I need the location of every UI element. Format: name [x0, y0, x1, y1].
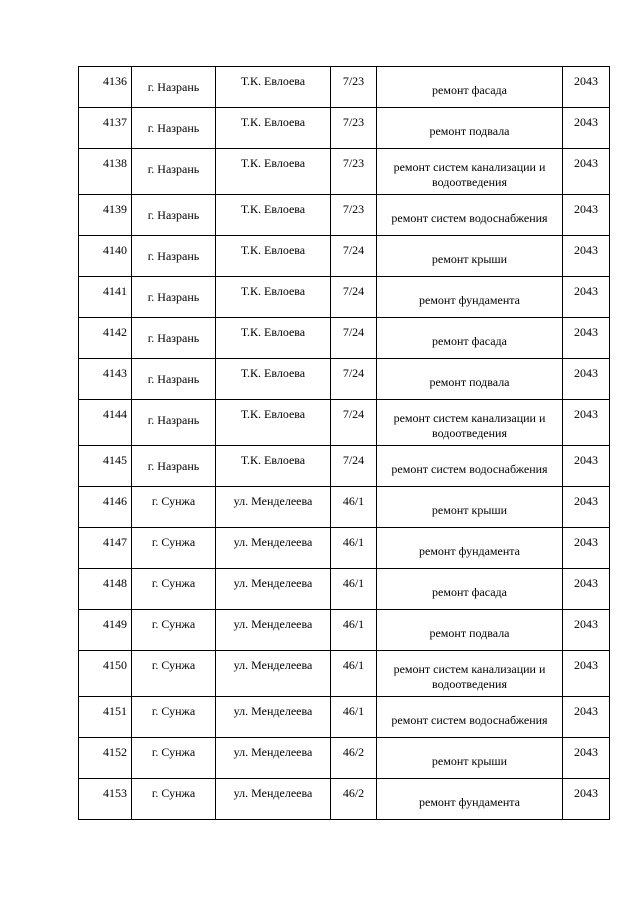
cell-number: 4137 — [79, 108, 132, 149]
table-row — [79, 359, 610, 400]
cell-city: г. Сунжа — [132, 569, 216, 610]
cell-house: 46/1 — [331, 528, 377, 569]
cell-street: ул. Менделеева — [216, 610, 331, 651]
cell-street: Т.К. Евлоева — [216, 277, 331, 318]
cell-year: 2043 — [563, 738, 610, 779]
cell-number: 4148 — [79, 569, 132, 610]
cell-year: 2043 — [563, 528, 610, 569]
cell-work-type: ремонт фундамента — [377, 528, 563, 569]
cell-work-type: ремонт фундамента — [377, 277, 563, 318]
cell-number: 4139 — [79, 195, 132, 236]
cell-city: г. Назрань — [132, 195, 216, 236]
table-row — [79, 236, 610, 277]
cell-number: 4145 — [79, 446, 132, 487]
cell-house: 7/24 — [331, 446, 377, 487]
table-row — [79, 487, 610, 528]
cell-year: 2043 — [563, 697, 610, 738]
cell-city: г. Сунжа — [132, 779, 216, 820]
cell-work-type: ремонт систем канализации и водоотведения — [377, 651, 563, 697]
cell-work-type: ремонт подвала — [377, 610, 563, 651]
cell-year: 2043 — [563, 318, 610, 359]
table-row — [79, 67, 610, 108]
cell-city: г. Назрань — [132, 277, 216, 318]
cell-work-type: ремонт систем канализации и водоотведения — [377, 149, 563, 195]
cell-number: 4149 — [79, 610, 132, 651]
cell-house: 7/24 — [331, 359, 377, 400]
table-row — [79, 195, 610, 236]
cell-work-type: ремонт крыши — [377, 738, 563, 779]
cell-house: 46/1 — [331, 697, 377, 738]
cell-street: ул. Менделеева — [216, 697, 331, 738]
cell-year: 2043 — [563, 149, 610, 195]
cell-number: 4141 — [79, 277, 132, 318]
cell-year: 2043 — [563, 359, 610, 400]
table-body — [79, 67, 610, 820]
cell-number: 4151 — [79, 697, 132, 738]
cell-house: 7/23 — [331, 108, 377, 149]
cell-street: ул. Менделеева — [216, 651, 331, 697]
cell-house: 7/24 — [331, 400, 377, 446]
cell-street: ул. Менделеева — [216, 487, 331, 528]
cell-street: Т.К. Евлоева — [216, 195, 331, 236]
cell-house: 46/2 — [331, 779, 377, 820]
cell-number: 4136 — [79, 67, 132, 108]
cell-street: Т.К. Евлоева — [216, 400, 331, 446]
cell-city: г. Сунжа — [132, 487, 216, 528]
cell-year: 2043 — [563, 651, 610, 697]
table-row — [79, 651, 610, 697]
cell-year: 2043 — [563, 108, 610, 149]
table-row — [79, 610, 610, 651]
cell-house: 7/23 — [331, 149, 377, 195]
cell-number: 4138 — [79, 149, 132, 195]
cell-house: 7/24 — [331, 318, 377, 359]
cell-number: 4152 — [79, 738, 132, 779]
cell-house: 46/2 — [331, 738, 377, 779]
table-row — [79, 400, 610, 446]
cell-number: 4146 — [79, 487, 132, 528]
cell-city: г. Сунжа — [132, 738, 216, 779]
table-row — [79, 149, 610, 195]
cell-city: г. Назрань — [132, 318, 216, 359]
table-row — [79, 446, 610, 487]
cell-year: 2043 — [563, 67, 610, 108]
cell-number: 4143 — [79, 359, 132, 400]
cell-number: 4140 — [79, 236, 132, 277]
cell-street: ул. Менделеева — [216, 569, 331, 610]
cell-year: 2043 — [563, 277, 610, 318]
cell-city: г. Назрань — [132, 67, 216, 108]
cell-house: 7/24 — [331, 277, 377, 318]
cell-year: 2043 — [563, 195, 610, 236]
cell-house: 46/1 — [331, 651, 377, 697]
cell-city: г. Сунжа — [132, 651, 216, 697]
cell-year: 2043 — [563, 487, 610, 528]
cell-house: 7/23 — [331, 67, 377, 108]
table-row — [79, 108, 610, 149]
cell-city: г. Назрань — [132, 400, 216, 446]
cell-work-type: ремонт крыши — [377, 236, 563, 277]
cell-year: 2043 — [563, 569, 610, 610]
cell-street: Т.К. Евлоева — [216, 108, 331, 149]
cell-street: Т.К. Евлоева — [216, 446, 331, 487]
cell-year: 2043 — [563, 400, 610, 446]
cell-work-type: ремонт систем водоснабжения — [377, 446, 563, 487]
cell-number: 4147 — [79, 528, 132, 569]
cell-street: ул. Менделеева — [216, 528, 331, 569]
table-row — [79, 697, 610, 738]
cell-house: 7/24 — [331, 236, 377, 277]
cell-year: 2043 — [563, 610, 610, 651]
cell-year: 2043 — [563, 236, 610, 277]
table-row — [79, 738, 610, 779]
cell-city: г. Сунжа — [132, 610, 216, 651]
cell-work-type: ремонт фасада — [377, 67, 563, 108]
table-row — [79, 779, 610, 820]
cell-street: Т.К. Евлоева — [216, 359, 331, 400]
cell-number: 4142 — [79, 318, 132, 359]
cell-street: Т.К. Евлоева — [216, 236, 331, 277]
cell-number: 4153 — [79, 779, 132, 820]
table-row — [79, 318, 610, 359]
cell-street: ул. Менделеева — [216, 779, 331, 820]
cell-number: 4150 — [79, 651, 132, 697]
cell-city: г. Назрань — [132, 149, 216, 195]
cell-city: г. Сунжа — [132, 697, 216, 738]
cell-year: 2043 — [563, 779, 610, 820]
cell-city: г. Сунжа — [132, 528, 216, 569]
table-row — [79, 528, 610, 569]
cell-city: г. Назрань — [132, 446, 216, 487]
cell-work-type: ремонт фасада — [377, 569, 563, 610]
cell-street: Т.К. Евлоева — [216, 67, 331, 108]
cell-house: 46/1 — [331, 569, 377, 610]
cell-work-type: ремонт крыши — [377, 487, 563, 528]
cell-year: 2043 — [563, 446, 610, 487]
cell-house: 46/1 — [331, 610, 377, 651]
cell-house: 7/23 — [331, 195, 377, 236]
cell-street: Т.К. Евлоева — [216, 149, 331, 195]
table-row — [79, 277, 610, 318]
table-row — [79, 569, 610, 610]
cell-work-type: ремонт подвала — [377, 108, 563, 149]
repair-schedule-table — [78, 66, 610, 820]
cell-work-type: ремонт подвала — [377, 359, 563, 400]
cell-city: г. Назрань — [132, 359, 216, 400]
cell-work-type: ремонт фундамента — [377, 779, 563, 820]
cell-number: 4144 — [79, 400, 132, 446]
cell-work-type: ремонт систем водоснабжения — [377, 697, 563, 738]
cell-work-type: ремонт фасада — [377, 318, 563, 359]
cell-street: ул. Менделеева — [216, 738, 331, 779]
cell-house: 46/1 — [331, 487, 377, 528]
cell-street: Т.К. Евлоева — [216, 318, 331, 359]
cell-work-type: ремонт систем водоснабжения — [377, 195, 563, 236]
cell-city: г. Назрань — [132, 236, 216, 277]
cell-city: г. Назрань — [132, 108, 216, 149]
cell-work-type: ремонт систем канализации и водоотведения — [377, 400, 563, 446]
